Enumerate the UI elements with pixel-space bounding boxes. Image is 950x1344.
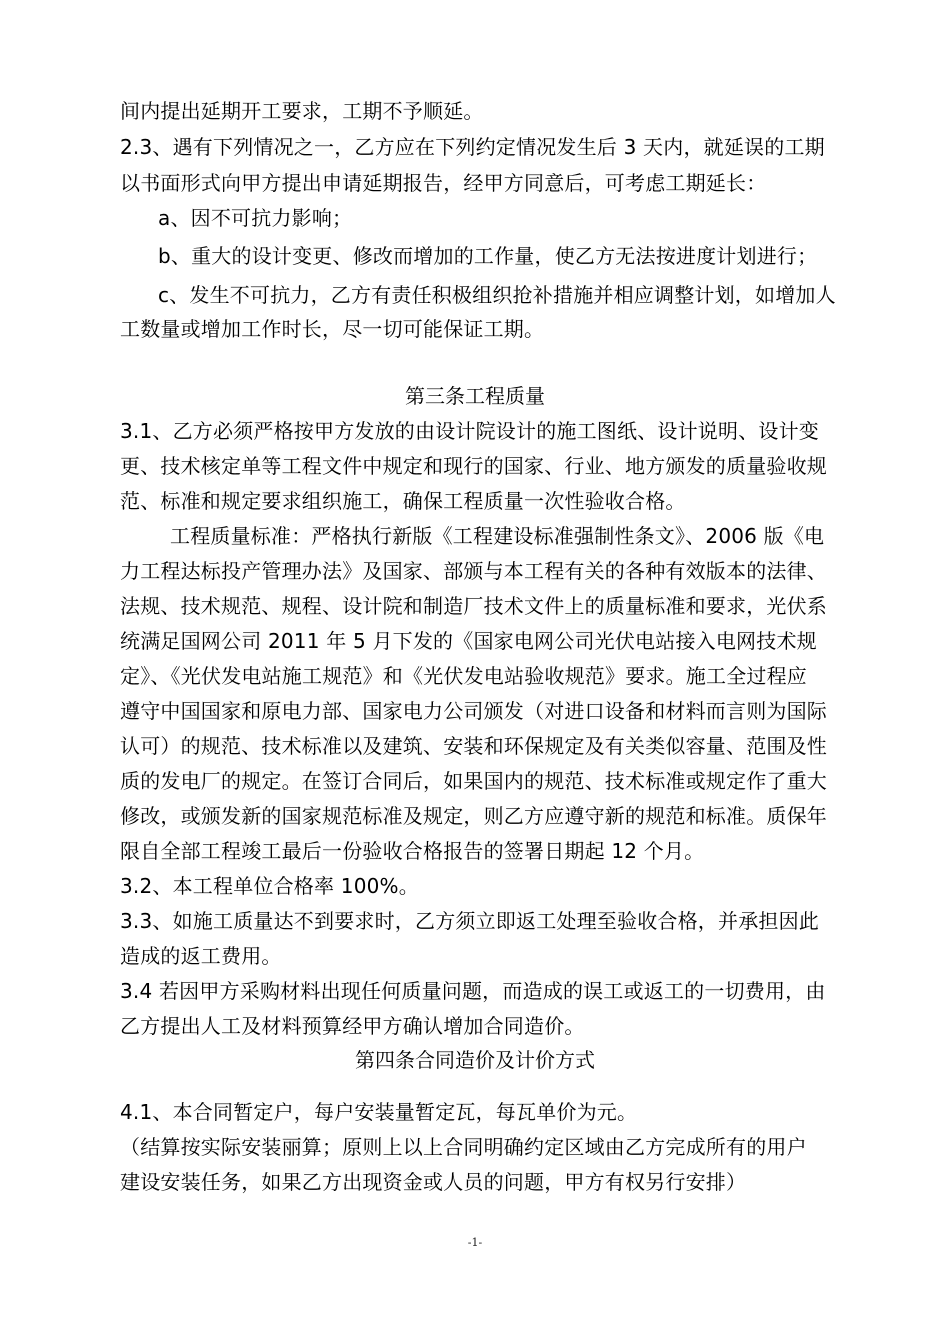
text-line: 认可）的规范、技术标准以及建筑、安装和环保规定及有关类似容量、范围及性 bbox=[120, 734, 827, 758]
text-line: 造成的返工费用。 bbox=[120, 944, 282, 968]
text-line: 范、标准和规定要求组织施工，确保工程质量一次性验收合格。 bbox=[120, 489, 686, 513]
text-line: 更、技术核定单等工程文件中规定和现行的国家、行业、地方颁发的质量验收规 bbox=[120, 454, 827, 478]
text-line: （结算按实际安装丽算；原则上以上合同明确约定区域由乙方完成所有的用户 bbox=[120, 1135, 807, 1159]
list-item-b: b、重大的设计变更、修改而增加的工作量，使乙方无法按进度计划进行； bbox=[158, 244, 818, 268]
text-line: 质的发电厂的规定。在签订合同后，如果国内的规范、技术标准或规定作了重大 bbox=[120, 769, 827, 793]
text-line: 定》、《光伏发电站施工规范》和《光伏发电站验收规范》要求。施工全过程应 bbox=[120, 664, 807, 688]
text-line: 遵守中国国家和原电力部、国家电力公司颁发（对进口设备和材料而言则为国际 bbox=[120, 699, 827, 723]
text-line: 统满足国网公司 2011 年 5 月下发的《国家电网公司光伏电站接入电网技术规 bbox=[120, 629, 817, 653]
text-line: 法规、技术规范、规程、设计院和制造厂技术文件上的质量标准和要求，光伏系 bbox=[120, 594, 827, 618]
text-line: 限自全部工程竣工最后一份验收合格报告的签署日期起 12 个月。 bbox=[120, 839, 705, 863]
section-3-title: 第三条工程质量 bbox=[405, 384, 545, 408]
clause-4-1-line: 4.1、本合同暂定户，每户安装量暂定瓦，每瓦单价为元。 bbox=[120, 1100, 638, 1124]
text-line: 修改，或颁发新的国家规范标准及规定，则乙方应遵守新的规范和标准。质保年 bbox=[120, 804, 827, 828]
list-item-c: c、发生不可抗力，乙方有责任积极组织抢补措施并相应调整计划，如增加人 bbox=[158, 283, 836, 307]
text-line: 建设安装任务，如果乙方出现资金或人员的问题，甲方有权另行安排） bbox=[120, 1170, 747, 1194]
text-line: 以书面形式向甲方提出申请延期报告，经甲方同意后，可考虑工期延长： bbox=[120, 171, 767, 195]
text-line: 乙方提出人工及材料预算经甲方确认增加合同造价。 bbox=[120, 1014, 585, 1038]
clause-3-1-line: 3.1、乙方必须严格按甲方发放的由设计院设计的施工图纸、设计说明、设计变 bbox=[120, 419, 820, 443]
quality-standard-line: 工程质量标准：严格执行新版《工程建设标准强制性条文》、2006 版《电 bbox=[170, 524, 825, 548]
list-item-a: a、因不可抗力影响； bbox=[158, 206, 353, 230]
clause-3-2-line: 3.2、本工程单位合格率 100%。 bbox=[120, 874, 419, 898]
page-number: -1- bbox=[467, 1236, 483, 1249]
clause-3-4-line: 3.4 若因甲方采购材料出现任何质量问题，而造成的误工或返工的一切费用，由 bbox=[120, 979, 826, 1003]
clause-2-3-line: 2.3、遇有下列情况之一，乙方应在下列约定情况发生后 3 天内，就延误的工期 bbox=[120, 135, 825, 159]
clause-3-3-line: 3.3、如施工质量达不到要求时，乙方须立即返工处理至验收合格，并承担因此 bbox=[120, 909, 820, 933]
text-line: 力工程达标投产管理办法》及国家、部颁与本工程有关的各种有效版本的法律、 bbox=[120, 559, 827, 583]
text-line: 工数量或增加工作时长，尽一切可能保证工期。 bbox=[120, 317, 545, 341]
section-4-title: 第四条合同造价及计价方式 bbox=[355, 1048, 595, 1072]
text-line: 间内提出延期开工要求，工期不予顺延。 bbox=[120, 99, 484, 123]
